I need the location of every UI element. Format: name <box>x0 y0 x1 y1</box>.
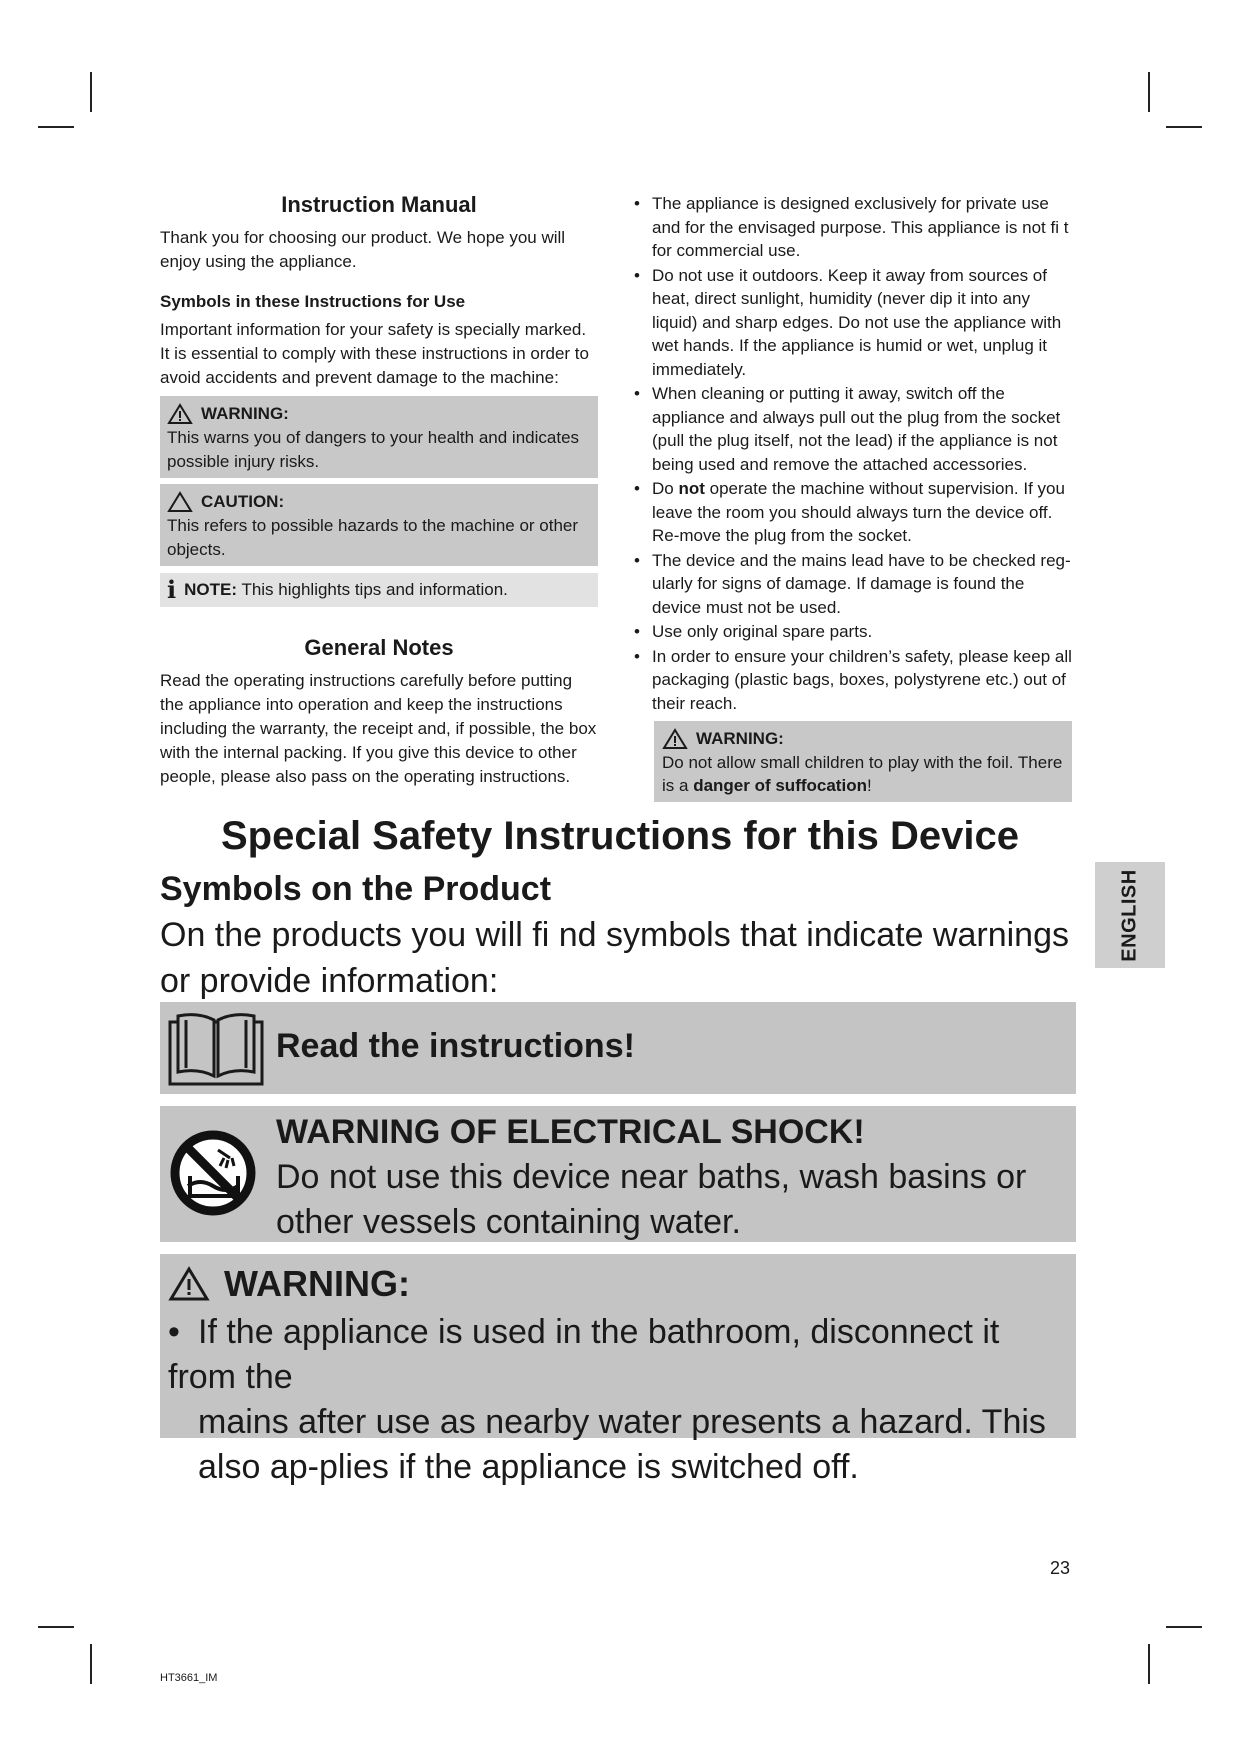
general-notes-title: General Notes <box>304 635 454 660</box>
special-safety-title: Special Safety Instructions for this Device <box>220 814 1020 858</box>
right-column <box>632 192 1072 802</box>
info-icon: i <box>167 575 177 604</box>
crop-mark <box>38 126 74 128</box>
crop-mark <box>1148 1644 1150 1684</box>
warning-triangle-icon <box>168 1266 210 1302</box>
safety-list <box>632 192 1072 715</box>
warning-title: WARNING: <box>201 404 289 423</box>
caution-text: This refers to possible hazards to the machine or other objects. <box>167 516 579 559</box>
warning-box <box>160 396 598 478</box>
warning-triangle-icon <box>167 403 193 425</box>
manual-title: Instruction Manual <box>281 192 477 217</box>
electrical-shock-title: WARNING OF ELECTRICAL SHOCK! <box>276 1113 865 1151</box>
bathroom-warning-title: WARNING: <box>224 1263 410 1304</box>
note-text: This highlights tips and information. <box>241 580 508 599</box>
caution-triangle-icon <box>167 491 193 513</box>
crop-mark <box>90 1644 92 1684</box>
crop-mark <box>90 72 92 112</box>
language-label: ENGLISH <box>1118 868 1141 962</box>
crop-mark <box>1166 1626 1202 1628</box>
symbols-product-desc: On the products you will fi nd symbols that indicate warnings or provide information: <box>160 916 1070 1000</box>
crop-mark <box>1148 72 1150 112</box>
list-item: • The device and the mains lead have to be checked reg-ularly for signs of damage. If damage is found the device must not be used. <box>634 550 1071 617</box>
symbols-product-title: Symbols on the Product <box>160 870 552 908</box>
symbols-text: Important information for your safety is specially marked. It is essential to comply with these instructions in order to avoid accidents and prevent damage to the machine: <box>160 320 589 387</box>
list-item: • Do not operate the machine without supervision. If you leave the room you should always turn the device off. Re-move the plug from the socket. <box>634 479 1065 545</box>
crop-mark <box>1166 126 1202 128</box>
caution-box <box>160 484 598 566</box>
warning-text: Do not allow small children to play with the foil. There is a danger of suffocation! <box>662 752 1063 795</box>
bathroom-warning-text: • If the appliance is used in the bathroom, disconnect it from the mains after use as nearby water presents a hazard. This also ap-plies if the appliance is switched off. <box>168 1313 1046 1486</box>
electrical-shock-box <box>160 1106 1076 1242</box>
electrical-shock-text: Do not use this device near baths, wash basins or other vessels containing water. <box>276 1158 1027 1241</box>
general-notes-text: Read the operating instructions carefully before putting the appliance into operation and keep the instructions including the warranty, the receipt and, if possible, the box with the internal packing. If you give this device to other people, please also pass on the operating instructions. <box>160 671 597 786</box>
list-item: • Do not use it outdoors. Keep it away from sources of heat, direct sunlight, humidity (never dip it into any liquid) and sharp edges. Do not use the appliance with wet hands. If the appliance is humid or wet, unplug it immediately. <box>634 265 1062 379</box>
book-icon <box>168 1010 264 1086</box>
list-item: • Use only original spare parts. <box>634 622 873 641</box>
warning-triangle-icon <box>662 728 688 750</box>
list-item: • The appliance is designed exclusively for private use and for the envisaged purpose. This appliance is not fi t for commercial use. <box>634 194 1069 260</box>
list-item: • In order to ensure your children’s safety, please keep all packaging (plastic bags, boxes, polystyrene etc.) out of their reach. <box>634 646 1072 713</box>
crop-mark <box>38 1626 74 1628</box>
bathroom-warning-box <box>160 1254 1076 1486</box>
footer-code: HT3661_IM <box>160 1672 218 1684</box>
warning-text: This warns you of dangers to your health and indicates possible injury risks. <box>167 428 580 471</box>
caution-title: CAUTION: <box>201 492 285 511</box>
no-water-shower-icon <box>168 1128 258 1218</box>
read-instructions-box <box>160 1002 1076 1094</box>
page-number: 23 <box>1050 1558 1071 1578</box>
suffocation-warning-box <box>654 721 1072 802</box>
note-box <box>160 573 598 607</box>
intro-text: Thank you for choosing our product. We hope you will enjoy using the appliance. <box>160 228 566 271</box>
list-item: • When cleaning or putting it away, switch off the appliance and always pull out the plug from the socket (pull the plug itself, not the lead) if the appliance is not being used and remove the attached accessories. <box>634 384 1061 474</box>
read-instructions-text: Read the instructions! <box>276 1027 635 1065</box>
warning-title: WARNING: <box>696 729 784 748</box>
left-column <box>160 190 598 789</box>
note-title: NOTE: <box>184 580 238 599</box>
symbols-heading: Symbols in these Instructions for Use <box>160 292 466 311</box>
language-tab <box>1095 862 1165 968</box>
